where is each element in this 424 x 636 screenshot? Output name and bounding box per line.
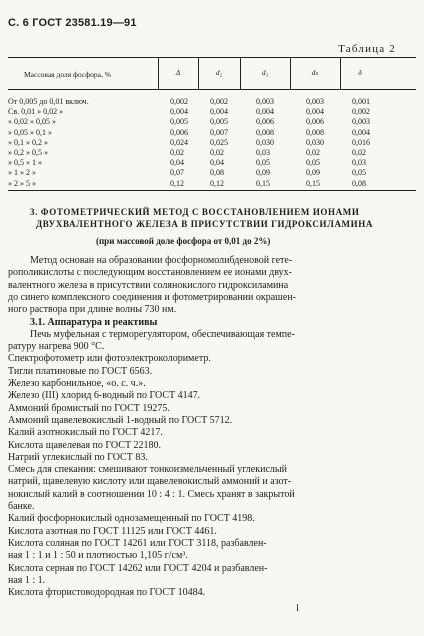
table-cell: 0,02 (352, 148, 366, 157)
table-cell: 0,05 (256, 158, 270, 168)
text-line: Калий фосфорнокислый однозамещенный по ГОСТ 4198. (8, 513, 255, 525)
table-cell: 0,025 (210, 137, 228, 147)
text-line: Кислота серная по ГОСТ 14262 или ГОСТ 4204 и разбавлен- (8, 562, 268, 574)
table-cell: 0,002 (352, 107, 370, 117)
text-line: Аммоний щавелевокислый 1-водный по ГОСТ 5712. (8, 414, 233, 426)
table-row (0, 168, 424, 178)
table-cell: 0,05 (352, 168, 366, 178)
text-line: ного раствора при длине волны 730 нм. (8, 304, 177, 316)
text-line: Калий азотнокислый по ГОСТ 4217. (8, 427, 163, 439)
text-line: Кислота щавелевая по ГОСТ 22180. (8, 439, 162, 451)
section-subtitle: (при массовой доле фосфора от 0,01 до 2%) (96, 236, 271, 246)
text-line: банке. (8, 501, 35, 512)
row-label: » 0,2 » 0,5 » (8, 148, 48, 157)
page-header (8, 17, 137, 29)
table-cell: 0,003 (352, 117, 370, 127)
column-header-mass-fraction: Массовая доля фосфора, % (24, 70, 111, 79)
table-cell: 0,05 (306, 158, 320, 168)
text-line: до синего комплексного соединения и фотометрировании окрашен- (8, 291, 296, 303)
table-cell: 0,004 (306, 107, 324, 117)
text-line: Аммоний бромистый по ГОСТ 19275. (8, 402, 170, 414)
table-cell: 0,08 (352, 178, 366, 188)
table-cell: 0,04 (170, 158, 184, 168)
table-cell: 0,006 (170, 127, 188, 137)
table-cell: 0,09 (306, 168, 320, 178)
row-label: » 0,1 » 0,2 » (8, 137, 48, 147)
text-line: нокислый калий в соотношении 10 : 4 : 1. Смесь хранят в закрытой (8, 488, 295, 500)
table-row (0, 97, 424, 107)
table-cell: 0,02 (170, 148, 184, 157)
table-top-rule (8, 57, 416, 58)
table-row (0, 158, 424, 168)
text-line: 3.1. Аппаратура и реактивы (30, 316, 158, 328)
table-cell: 0,008 (306, 127, 324, 137)
table-cell: 0,001 (352, 97, 370, 106)
text-line: Кислота соляная по ГОСТ 14261 или ГОСТ 3118, разбавлен- (8, 537, 267, 549)
table-row (0, 117, 424, 127)
table-cell: 0,03 (256, 148, 270, 157)
table-cell: 0,016 (352, 137, 370, 147)
table-row (0, 148, 424, 158)
table-caption: Таблица 2 (338, 43, 396, 55)
table-cell: 0,004 (170, 107, 188, 117)
text-line: натрий, щавелевую кислоту или щавелевокислый аммоний и азот- (8, 476, 292, 488)
table-cell: 0,004 (256, 107, 274, 117)
table-cell: 0,008 (256, 127, 274, 137)
page-number: С. 6 (8, 17, 29, 29)
table-cell: 0,007 (210, 127, 228, 137)
text-line: Спектрофотометр или фотоэлектроколориметр. (8, 353, 211, 365)
table-cell: 0,12 (170, 178, 184, 188)
table-cell: 0,030 (256, 137, 274, 147)
text-line: Натрий углекислый по ГОСТ 83. (8, 451, 148, 463)
text-line: ная 1 : 1. (8, 574, 46, 586)
table-bottom-rule (8, 190, 416, 191)
table-row (0, 107, 424, 117)
text-line: рополикислоты с последующим восстановлением ее ионами двух- (8, 267, 292, 279)
section-title-line2: ДВУХВАЛЕНТНОГО ЖЕЛЕЗА В ПРИСУТСТВИИ ГИДРОКСИЛАМИНА (36, 219, 373, 229)
column-header: d₃ (261, 68, 269, 77)
section-title: 3. ФОТОМЕТРИЧЕСКИЙ МЕТОД С ВОССТАНОВЛЕНИЕМ ИОНАМИ (30, 207, 360, 217)
page-mark: I (296, 603, 299, 613)
text-line: Железо карбонильное, «о. с. ч.». (8, 378, 146, 389)
table-row (0, 128, 424, 138)
text-line: Смесь для спекания: смешивают тонкоизмельченный углекислый (8, 464, 287, 476)
table-cell: 0,003 (256, 97, 274, 106)
table-cell: 0,005 (170, 117, 188, 127)
text-line: Железо (III) хлорид 6-водный по ГОСТ 4147. (8, 390, 201, 402)
column-header: Δ (175, 68, 181, 77)
table-cell: 0,03 (352, 158, 366, 168)
table-cell: 0,004 (210, 107, 228, 117)
table-cell: 0,12 (210, 178, 224, 188)
text-line: Печь муфельная с терморегулятором, обеспечивающая темпе- (30, 328, 295, 340)
table-cell: 0,030 (306, 137, 324, 147)
table-cell: 0,002 (210, 97, 228, 106)
row-label: От 0,005 до 0,01 включ. (8, 97, 89, 106)
text-line: Кислота фтористоводородная по ГОСТ 10484. (8, 587, 206, 599)
text-line: Кислота азотная по ГОСТ 11125 или ГОСТ 4461. (8, 525, 217, 537)
table-header-rule (8, 89, 416, 90)
standard-code: ГОСТ 23581.19—91 (32, 17, 137, 29)
text-line: валентного железа в присутствии солянокислого гидроксиламина (8, 279, 289, 291)
row-label: Св. 0,01 » 0,02 » (8, 107, 64, 117)
text-line: ная 1 : 1 и 1 : 50 и плотностью 1,105 г/см³. (8, 550, 188, 562)
column-header: d₂ (215, 68, 223, 77)
table-cell: 0,15 (306, 178, 320, 188)
table-cell: 0,004 (352, 127, 370, 137)
table-cell: 0,09 (256, 168, 270, 178)
table-cell: 0,04 (210, 158, 224, 168)
table-cell: 0,15 (256, 178, 270, 188)
table-row (0, 179, 424, 189)
text-line: ратуру нагрева 900 °С. (8, 341, 105, 353)
table-cell: 0,005 (210, 117, 228, 127)
table-cell: 0,006 (306, 117, 324, 127)
table-row (0, 138, 424, 148)
row-label: » 0,05 » 0,1 » (8, 127, 52, 137)
table-cell: 0,002 (170, 97, 188, 106)
row-label: » 1 » 2 » (8, 168, 36, 178)
table-cell: 0,024 (170, 137, 188, 147)
row-label: » 2 » 5 » (8, 178, 36, 188)
table-cell: 0,003 (306, 97, 324, 106)
row-label: » 0,5 » 1 » (8, 158, 42, 168)
text-line: Тигли платиновые по ГОСТ 6563. (8, 365, 153, 377)
table-cell: 0,006 (256, 117, 274, 127)
row-label: » 0,02 » 0,05 » (8, 117, 56, 127)
text-line: Метод основан на образовании фосфорномолибденовой гете- (30, 255, 293, 266)
table-cell: 0,02 (306, 148, 320, 157)
table-cell: 0,08 (210, 168, 224, 178)
table-cell: 0,02 (210, 148, 224, 157)
table-cell: 0,07 (170, 168, 184, 178)
column-header: dₙ (311, 68, 319, 77)
column-header: δ (358, 68, 362, 77)
